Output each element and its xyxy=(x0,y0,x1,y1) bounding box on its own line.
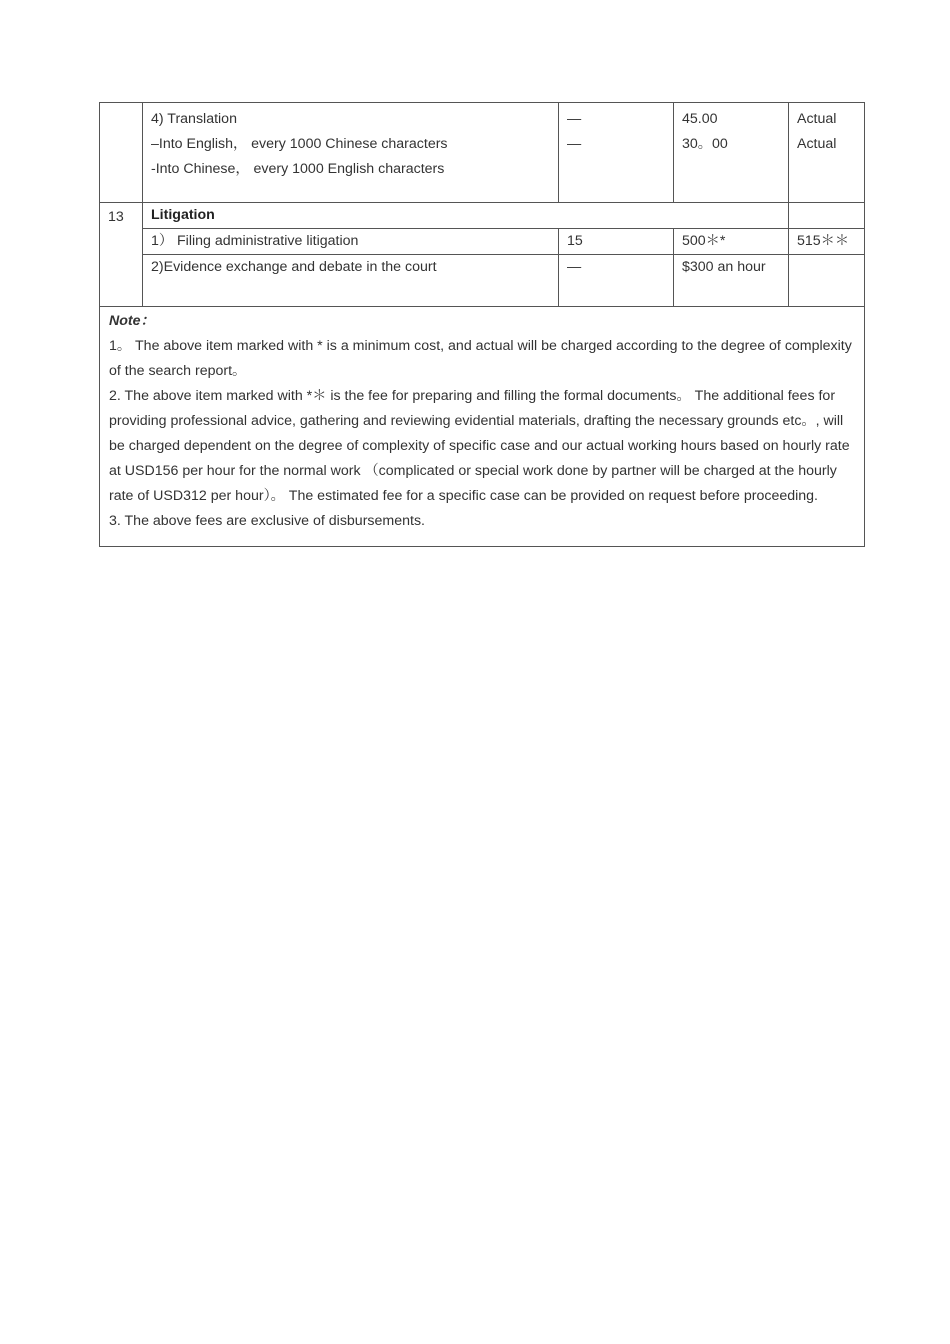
note-paragraph-3: 3. The above fees are exclusive of disbursements. xyxy=(109,513,425,529)
litigation-item-1-desc: 1） Filing administrative litigation xyxy=(143,229,559,255)
translation-english-fee: 45.00 xyxy=(682,111,718,127)
table-row-litigation-item-2 xyxy=(100,255,865,307)
note-paragraph-1: 1。 The above item marked with * is a minimum cost, and actual will be charged according to the degree of complexity of the search report。 xyxy=(109,338,852,379)
litigation-item-2-col5 xyxy=(789,255,865,307)
litigation-title: Litigation xyxy=(143,203,789,229)
translation-col4-cell xyxy=(674,103,789,203)
litigation-item-1-col5: 515＊＊ xyxy=(789,229,865,255)
fee-table xyxy=(99,102,865,547)
litigation-item-1-col4: 500＊* xyxy=(674,229,789,255)
note-cell xyxy=(100,307,865,547)
table-row-note xyxy=(100,307,865,547)
row-number-litigation: 13 xyxy=(100,203,143,307)
note-title: Note： xyxy=(109,313,155,329)
translation-chinese-col3: — xyxy=(567,136,582,152)
translation-chinese-col5: Actual xyxy=(797,136,837,152)
row-number-cell xyxy=(100,103,143,203)
translation-heading: 4) Translation xyxy=(151,111,237,127)
translation-description-cell xyxy=(143,103,559,203)
translation-chinese-fee: 30。00 xyxy=(682,136,728,152)
litigation-item-2-desc: 2)Evidence exchange and debate in the court xyxy=(143,255,559,307)
litigation-item-2-col3: — xyxy=(559,255,674,307)
litigation-title-col5 xyxy=(789,203,865,229)
table-row-litigation-header xyxy=(100,203,865,229)
litigation-item-2-col4: $300 an hour xyxy=(674,255,789,307)
table-row-litigation-item-1 xyxy=(100,229,865,255)
translation-into-english: –Into English， every 1000 Chinese characters xyxy=(151,136,448,152)
fee-schedule-sheet xyxy=(99,102,864,547)
translation-english-col3: — xyxy=(567,111,582,127)
translation-into-chinese: -Into Chinese， every 1000 English characters xyxy=(151,161,445,177)
translation-english-col5: Actual xyxy=(797,111,837,127)
litigation-item-1-col3: 15 xyxy=(559,229,674,255)
table-row-translation xyxy=(100,103,865,203)
translation-col5-cell xyxy=(789,103,865,203)
note-paragraph-2: 2. The above item marked with *＊ is the fee for preparing and filling the formal documents。 The additional fees for providing professional advice, gathering and reviewing evidential materials, drafting the necessary grounds etc。, will be charged dependent on the degree of complexity of specific case and our actual working hours based on hourly rate at USD156 per hour for the normal work （complicated or special work done by partner will be charged at the hourly rate of USD312 per hour）。 The estimated fee for a specific case can be provided on request before proceeding. xyxy=(109,388,850,504)
translation-col3-cell xyxy=(559,103,674,203)
